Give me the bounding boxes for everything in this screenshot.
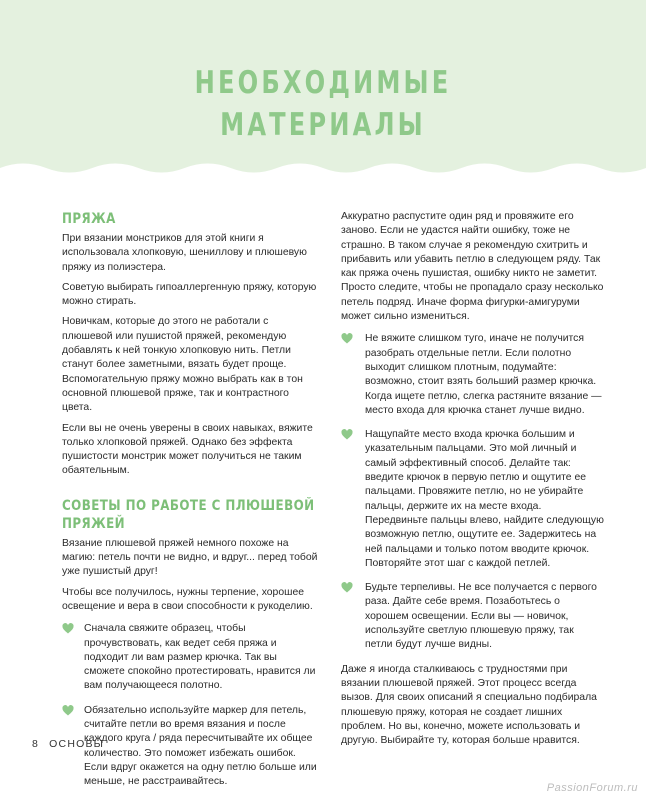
page-footer: [32, 738, 104, 750]
list-item: [62, 622, 318, 693]
list-item: [341, 581, 604, 652]
heart-icon: [62, 623, 74, 634]
bullet-text: Не вяжите слишком туго, иначе не получится разобрать отдельные петли. Если полотно выходит слишком плотным, подумайте: возможно, стоит взять больший размер крючка. Когда ищете петлю, слегка растяните вязание — место входа для крючка станет лучше видно.: [365, 333, 602, 416]
left-column: [62, 210, 318, 800]
watermark: PassionForum.ru: [546, 782, 638, 794]
heart-icon: [341, 333, 353, 344]
yarn-paragraph: Если вы не очень уверены в своих навыках, вяжите только хлопковой пряжей. Однако без эффекта пушистости монстрик может получиться не таким обаятельным.: [62, 422, 313, 477]
right-outro: Даже я иногда сталкиваюсь с трудностями при вязании плюшевой пряжей. Этот процесс всегда вызов. Для своих описаний я специально подбирала плюшевую пряжу, которая не создает лишних проблем. Но вы, конечно, можете использовать и другую. Выбирайте ту, которая больше нравится.: [341, 663, 597, 747]
right-intro: Аккуратно распустите один ряд и провяжите его заново. Если не удастся найти ошибку, тоже не страшно. В таком случае я рекомендую схитрить и прибавить или убавить петлю в следующем ряду. Так как пряжа очень пушистая, ошибку никто не заметит. Просто следите, чтобы не пропадало сразу несколько петель подряд. Иначе форма фигурки-амигуруми может сильно измениться.: [341, 211, 604, 323]
heart-icon: [341, 582, 353, 593]
yarn-paragraph: При вязании монстриков для этой книги я использовала хлопковую, шениллову и плюшевую пряжу из полиэстера.: [62, 233, 307, 273]
page-number: 8: [32, 738, 40, 750]
title-line-2: МАТЕРИАЛЫ: [220, 107, 426, 143]
list-item: [341, 428, 604, 571]
heart-icon: [341, 429, 353, 440]
bullet-text: Будьте терпеливы. Не все получается с первого раза. Дайте себе время. Позаботьтесь о хорошем освещении. Если вы — новичок, используйте светлую плюшевую пряжу, так петли будут лучше видны.: [365, 582, 597, 651]
tips-heading: СОВЕТЫ ПО РАБОТЕ С ПЛЮШЕВОЙ ПРЯЖЕЙ: [62, 497, 315, 532]
tips-paragraph: Чтобы все получилось, нужны терпение, хорошее освещение и вера в свои способности к рукоделию.: [62, 586, 313, 612]
tips-paragraph: Вязание плюшевой пряжей немного похоже на магию: петель почти не видно, и вдруг... перед тобой уже пушистый друг!: [62, 537, 318, 578]
heart-icon: [62, 705, 74, 716]
page-title: [71, 62, 575, 146]
title-line-1: НЕОБХОДИМЫЕ: [194, 65, 452, 101]
bullet-text: Сначала свяжите образец, чтобы прочувствовать, как ведет себя пряжа и подходит ли вам размер крючка. Так вы сможете спокойно протестировать, нравится ли вам получающееся полотно.: [84, 623, 316, 692]
right-column: [341, 210, 604, 754]
yarn-paragraph: Советую выбирать гипоаллергенную пряжу, которую можно стирать.: [62, 281, 317, 308]
yarn-paragraph: Новичкам, которые до этого не работали с плюшевой или пушистой пряжей, рекомендую добавлять к ней тонкую хлопковую нить. Петли станут более заметными, вязать будет проще. Вспомогательную пряжу можно выбрать как в тон основной плюшевой пряже, так и контрастного цвета.: [62, 316, 303, 414]
list-item: [341, 332, 604, 418]
section-name: ОСНОВЫ: [49, 738, 105, 750]
yarn-heading: ПРЯЖА: [62, 211, 116, 227]
bullet-text: Нащупайте место входа крючка большим и указательным пальцами. Это мой личный и самый эффективный способ. Делайте так: введите крючок в первую петлю и ощутите ее пальцами. Провяжите петлю, но не убирайте пальцы, держите их на месте входа. Передвиньте пальцы влево, найдите следующую возможную петлю, ощутите ее. Задержитесь на ней пальцами и только потом вводите крючок. Повторяйте этот шаг с каждой петлей.: [365, 429, 604, 569]
bullet-text: Обязательно используйте маркер для петель, считайте петли во время вязания и после каждого круга / ряда пересчитывайте их общее количество. Это поможет избежать ошибок. Если вдруг окажется на одну петлю больше или меньше, не расстраивайтесь.: [84, 704, 317, 788]
